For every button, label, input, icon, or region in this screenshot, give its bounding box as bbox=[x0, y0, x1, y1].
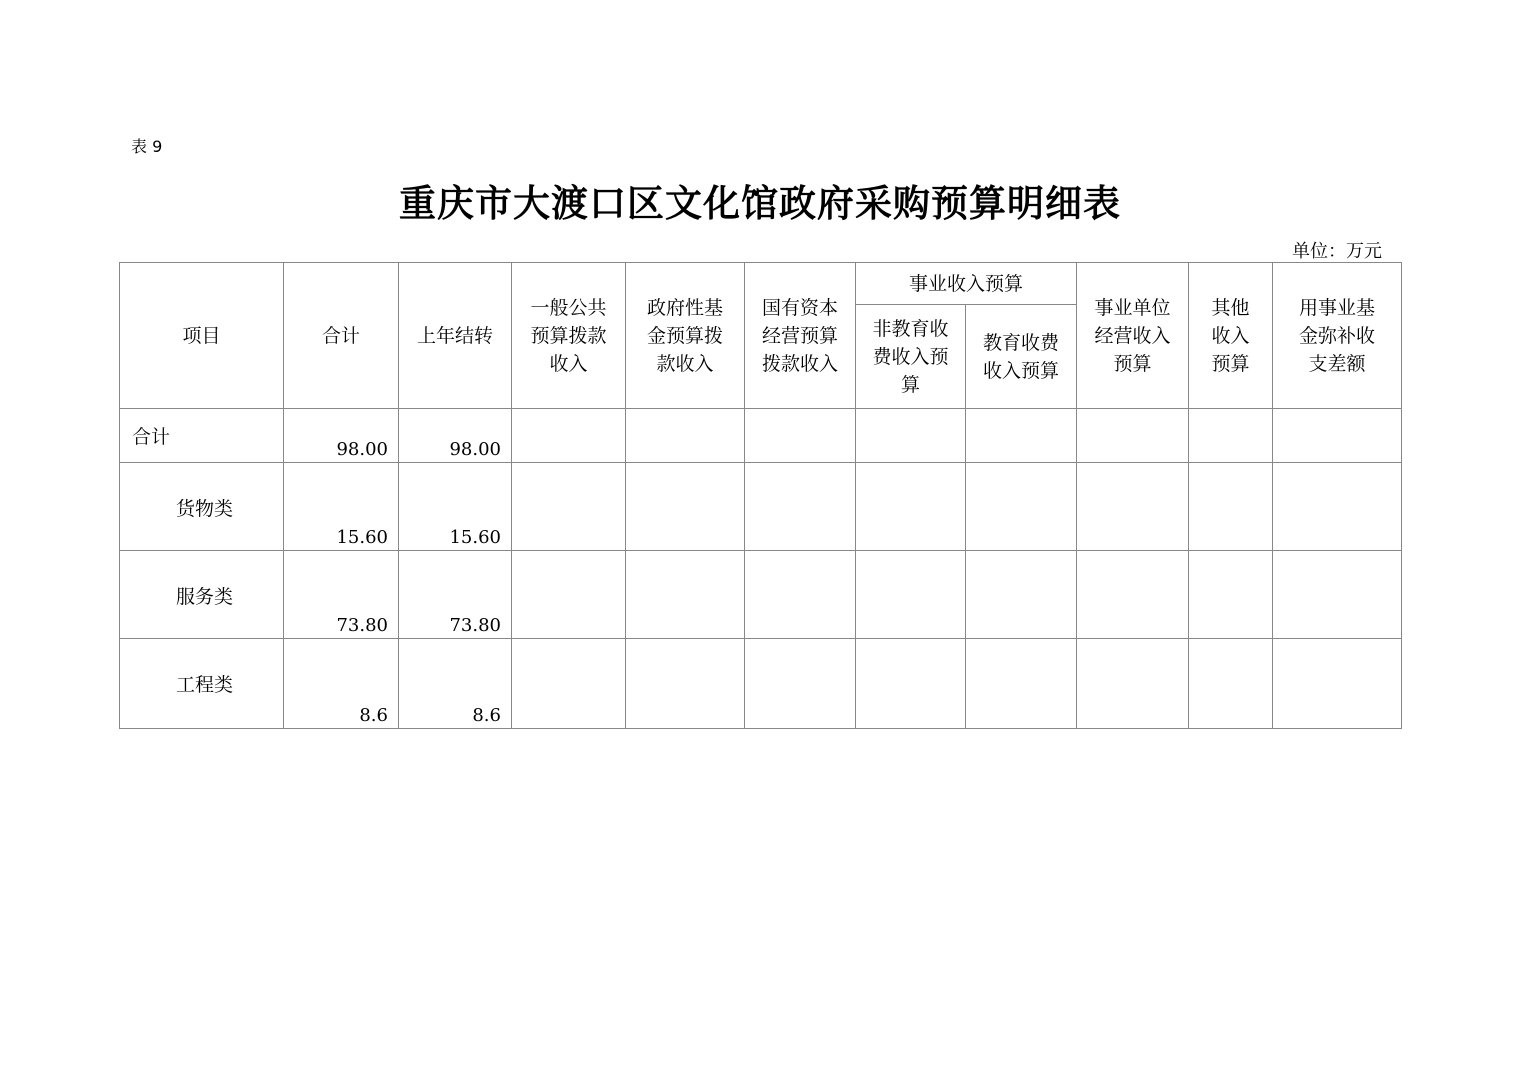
cell-empty bbox=[512, 463, 626, 551]
row-label: 服务类 bbox=[120, 551, 284, 639]
cell-total: 98.00 bbox=[284, 409, 399, 463]
cell-empty bbox=[1077, 463, 1189, 551]
cell-total: 8.6 bbox=[284, 639, 399, 729]
cell-empty bbox=[1273, 463, 1402, 551]
col-header-gov-fund: 政府性基金预算拨款收入 bbox=[626, 263, 745, 409]
unit-label: 单位：万元 bbox=[1292, 241, 1382, 262]
row-label: 工程类 bbox=[120, 639, 284, 729]
col-header-item: 项目 bbox=[120, 263, 284, 409]
col-header-business-income-group: 事业收入预算 bbox=[856, 263, 1077, 305]
cell-empty bbox=[626, 639, 745, 729]
cell-carryover: 73.80 bbox=[399, 551, 512, 639]
cell-empty bbox=[966, 551, 1077, 639]
cell-empty bbox=[856, 409, 966, 463]
table-row-total bbox=[120, 409, 1402, 463]
table-row-services bbox=[120, 551, 1402, 639]
cell-carryover: 15.60 bbox=[399, 463, 512, 551]
cell-empty bbox=[966, 463, 1077, 551]
cell-empty bbox=[745, 463, 856, 551]
cell-empty bbox=[626, 551, 745, 639]
row-label: 合计 bbox=[120, 409, 284, 463]
col-header-business-unit-operating: 事业单位经营收入预算 bbox=[1077, 263, 1189, 409]
cell-empty bbox=[626, 409, 745, 463]
col-header-carryover: 上年结转 bbox=[399, 263, 512, 409]
cell-empty bbox=[1077, 639, 1189, 729]
col-header-general-public: 一般公共预算拨款收入 bbox=[512, 263, 626, 409]
cell-empty bbox=[1189, 639, 1273, 729]
document-title: 重庆市大渡口区文化馆政府采购预算明细表 bbox=[399, 182, 1121, 225]
table-row-engineering bbox=[120, 639, 1402, 729]
cell-empty bbox=[1273, 551, 1402, 639]
col-header-other-income: 其他收入预算 bbox=[1189, 263, 1273, 409]
table-number-label: 表 9 bbox=[131, 137, 163, 156]
cell-empty bbox=[1077, 551, 1189, 639]
col-header-state-capital: 国有资本经营预算拨款收入 bbox=[745, 263, 856, 409]
cell-empty bbox=[966, 639, 1077, 729]
cell-empty bbox=[966, 409, 1077, 463]
cell-empty bbox=[1273, 639, 1402, 729]
header-row-top bbox=[120, 263, 1402, 305]
procurement-budget-table bbox=[119, 262, 1402, 729]
cell-empty bbox=[745, 409, 856, 463]
cell-empty bbox=[856, 639, 966, 729]
cell-empty bbox=[1189, 409, 1273, 463]
table-row-goods bbox=[120, 463, 1402, 551]
col-header-fund-balance: 用事业基金弥补收支差额 bbox=[1273, 263, 1402, 409]
cell-empty bbox=[1189, 551, 1273, 639]
cell-empty bbox=[856, 551, 966, 639]
cell-carryover: 8.6 bbox=[399, 639, 512, 729]
cell-empty bbox=[512, 639, 626, 729]
cell-empty bbox=[1077, 409, 1189, 463]
row-label: 货物类 bbox=[120, 463, 284, 551]
cell-empty bbox=[856, 463, 966, 551]
cell-carryover: 98.00 bbox=[399, 409, 512, 463]
cell-empty bbox=[745, 639, 856, 729]
col-header-total: 合计 bbox=[284, 263, 399, 409]
cell-empty bbox=[745, 551, 856, 639]
cell-empty bbox=[626, 463, 745, 551]
cell-empty bbox=[512, 409, 626, 463]
cell-empty bbox=[1273, 409, 1402, 463]
cell-total: 15.60 bbox=[284, 463, 399, 551]
col-header-edu-fee: 教育收费收入预算 bbox=[966, 305, 1077, 409]
cell-empty bbox=[1189, 463, 1273, 551]
cell-total: 73.80 bbox=[284, 551, 399, 639]
col-header-non-edu-fee: 非教育收费收入预算 bbox=[856, 305, 966, 409]
cell-empty bbox=[512, 551, 626, 639]
